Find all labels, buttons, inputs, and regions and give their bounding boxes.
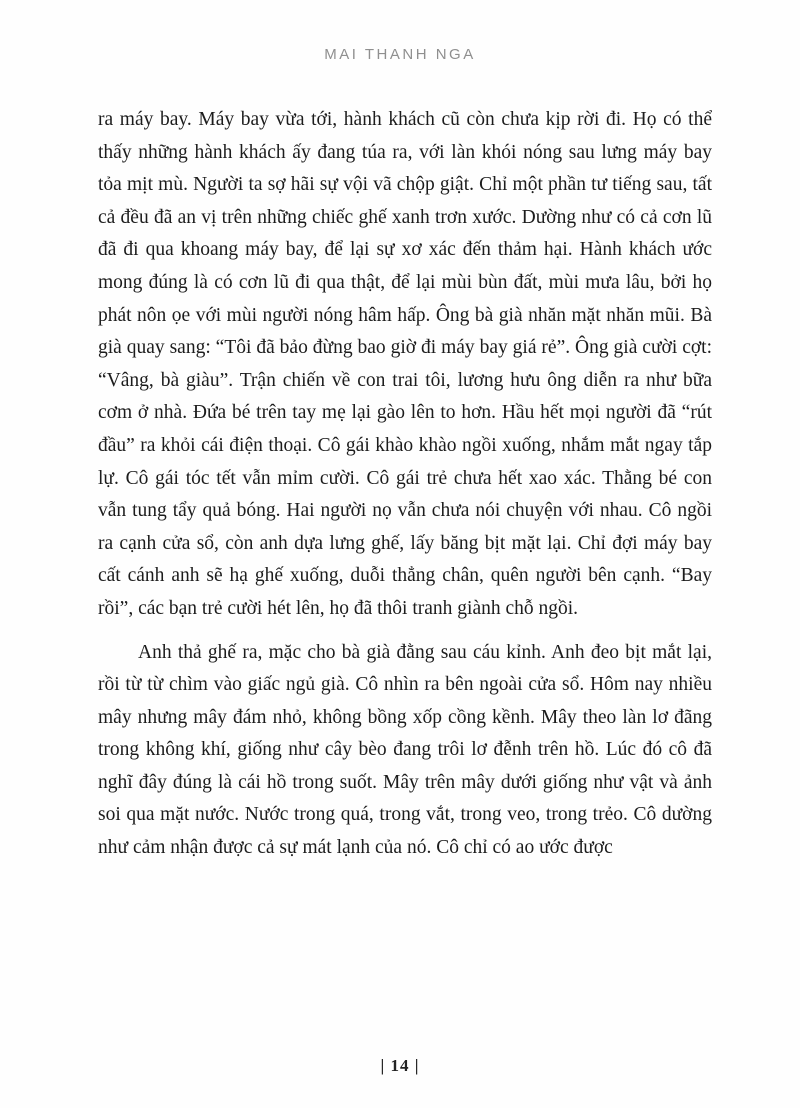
body-paragraph-2: Anh thả ghế ra, mặc cho bà già đằng sau cáu kỉnh. Anh đeo bịt mắt lại, rồi từ từ chìm vào giấc ngủ già. Cô nhìn ra bên ngoài cửa sổ. Hôm nay nhiều mây nhưng mây đám nhỏ, không bồng xốp cồng kềnh. Mây theo làn lơ đãng trong không khí, giống như cây bèo đang trôi lơ đễnh trên hồ. Lúc đó cô đã nghĩ đây đúng là cái hồ trong suốt. Mây trên mây dưới giống như vật và ảnh soi qua mặt nước. Nước trong quá, trong vắt, trong veo, trong trẻo. Cô dường như cảm nhận được cả sự mát lạnh của nó. Cô chỉ có ao ước được xyxy=(98,641,712,859)
page-footer xyxy=(0,1056,800,1076)
page-number: | 14 | xyxy=(380,1056,420,1075)
page-body xyxy=(98,104,712,865)
author-name: MAI THANH NGA xyxy=(324,46,476,63)
body-paragraph-1: ra máy bay. Máy bay vừa tới, hành khách cũ còn chưa kịp rời đi. Họ có thể thấy những hành khách ấy đang túa ra, với làn khói nóng sau lưng máy bay tỏa mịt mù. Người ta sợ hãi sự vội vã chộp giật. Chỉ một phần tư tiếng sau, tất cả đều đã an vị trên những chiếc ghế xanh trơn xước. Dường như có cả cơn lũ đã đi qua khoang máy bay, để lại sự xơ xác đến thảm hại. Hành khách ước mong đúng là có cơn lũ đi qua thật, để lại mùi bùn đất, mùi mưa lâu, bởi họ phát nôn ọe với mùi người nóng hâm hấp. Ông bà già nhăn mặt nhăn mũi. Bà già quay sang: “Tôi đã bảo đừng bao giờ đi máy bay giá rẻ”. Ông già cười cợt: “Vâng, bà giàu”. Trận chiến về con trai tôi, lương hưu ông diễn ra như bữa cơm ở nhà. Đứa bé trên tay mẹ lại gào lên to hơn. Hầu hết mọi người đã “rút đầu” ra khỏi cái điện thoại. Cô gái khào khào ngồi xuống, nhắm mắt ngay tắp lự. Cô gái tóc tết vẫn mỉm cười. Cô gái trẻ chưa hết xao xác. Thằng bé con vẫn tung tẩy quả bóng. Hai người nọ vẫn chưa nói chuyện với nhau. Cô ngồi ra cạnh cửa sổ, còn anh dựa lưng ghế, lấy băng bịt mặt lại. Chỉ đợi máy bay cất cánh anh sẽ hạ ghế xuống, duỗi thẳng chân, quên người bên cạnh. “Bay rồi”, các bạn trẻ cười hét lên, họ đã thôi tranh giành chỗ ngồi. xyxy=(98,109,712,619)
running-header xyxy=(0,46,800,64)
